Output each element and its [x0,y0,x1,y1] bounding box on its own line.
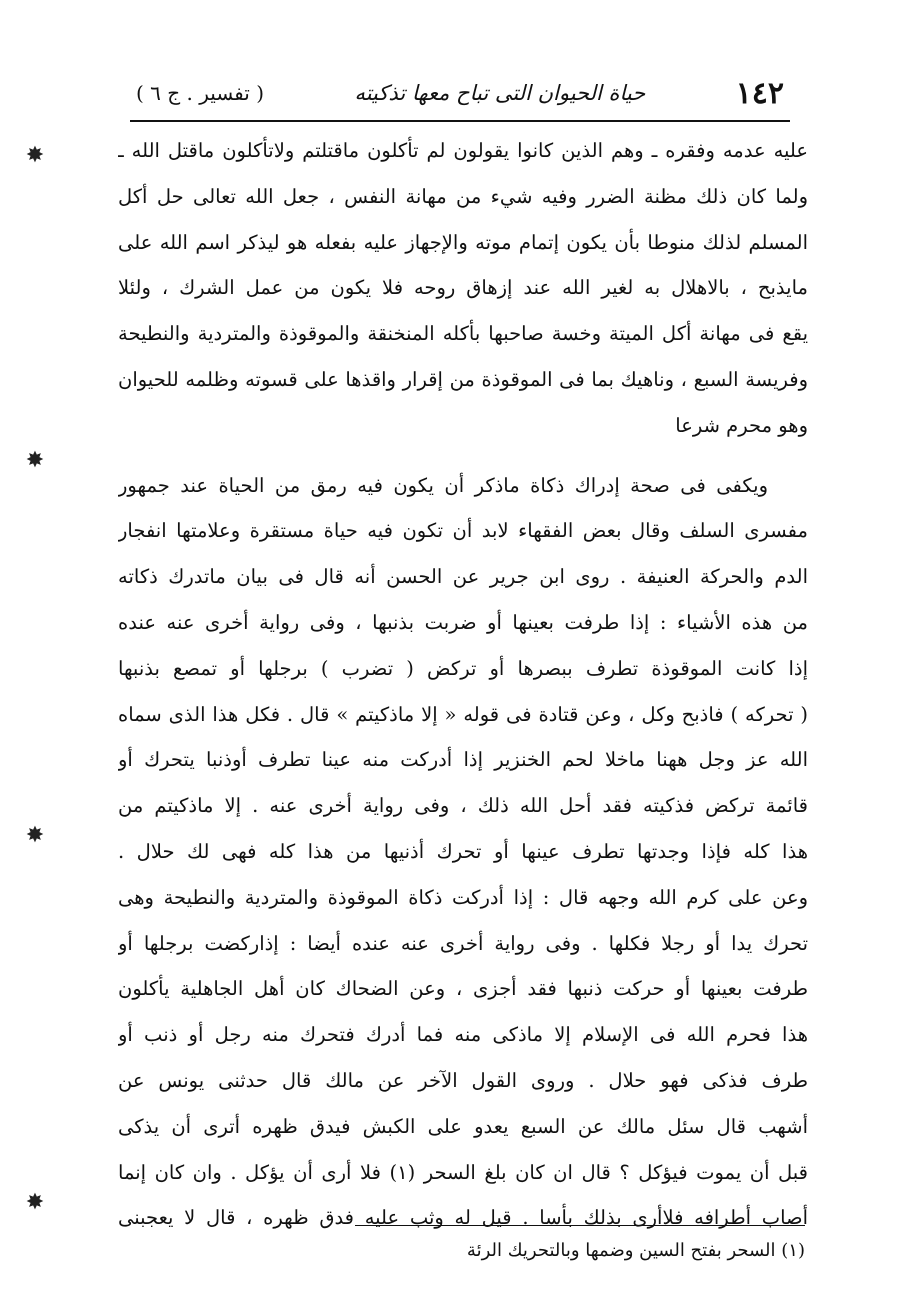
text-line: هذا فحرم الله فى الإسلام إلا ماذكى منه فما أدرك فتحرك منه رجل أو ذنب أو [118,1023,808,1047]
text-line: عليه عدمه وفقره ـ وهم الذين كانوا يقولون لم تأكلون ماقتلتم ولاتأكلون ماقتل الله ـ [118,139,808,162]
text-line: الدم والحركة العنيفة . روى ابن جرير عن الحسن أنه قال فى بيان ماتدرك ذكاته [118,565,808,589]
running-title: حياة الحيوان التى تباح معها تذكيته [354,81,646,105]
text-line: مفسرى السلف وقال بعض الفقهاء لابد أن تكون فيه حياة مستقرة وعلامتها انفجار [118,519,808,543]
text-line: أشهب قال سئل مالك عن السبع يعدو على الكبش فيدق ظهره أترى أن يذكى [118,1114,808,1138]
body-text [118,128,808,1241]
text-line: أصاب أطرافه فلاأرى بذلك بأسا . قيل له وثب عليه فدق ظهره ، قال لا يعجبنى [118,1206,808,1230]
text-line: قائمة تركض فذكيته فقد أحل الله ذلك ، وفى رواية أخرى عنه . إلا ماذكيتم من [118,794,808,818]
text-line: ولما كان ذلك مظنة الضرر وفيه شيء من مهانة النفس ، جعل الله تعالى حل أكل [118,184,808,208]
text-line: ( تحركه ) فاذبح وكل ، وعن قتادة فى قوله « إلا ماذكيتم » قال . فكل هذا الذى سماه [118,702,808,726]
star-mark-icon: ✸ [25,823,45,848]
footnote: (١) السحر بفتح السين وضمها وبالتحريك الرئة [466,1240,805,1261]
text-line: من هذه الأشياء : إذا طرفت بعينها أو ضربت بذنبها ، وفى رواية أخرى عنه عنده [118,610,808,634]
paragraph [118,128,808,449]
text-line: ويكفى فى صحة إدراك ذكاة ماذكر أن يكون فيه رمق من الحياة عند جمهور [118,473,768,497]
text-line: مايذبح ، بالاهلال به لغير الله عند إزهاق روحه فلا يكون من عمل الشرك ، ولئلا [118,276,808,300]
text-line: طرفت بعينها أو حركت ذنبها فقد أجزى ، وعن الضحاك كان أهل الجاهلية يأكلون [118,977,808,1001]
paragraph [118,463,808,1242]
footnote-divider [355,1225,805,1226]
text-line: إذا كانت الموقوذة تطرف ببصرها أو تركض ( تضرب ) برجلها أو تمصع بذنبها [118,656,808,680]
text-line: يقع فى مهانة أكل الميتة وخسة صاحبها بأكله المنخنقة والموقوذة والمتردية والنطيحة [118,322,808,346]
section-reference: ( تفسير . ج ٦ ) [136,81,265,105]
star-mark-icon: ✸ [25,448,45,473]
text-line: تحرك يدا أو رجلا فكلها . وفى رواية أخرى عنه عنده أيضا : إذاركضت برجلها أو [118,931,808,955]
page-number: ١٤٢ [735,75,784,111]
text-line: وهو محرم شرعا [675,413,808,437]
text-line: وعن على كرم الله وجهه قال : إذا أدركت ذكاة الموقوذة والمتردية والنطيحة وهى [118,885,808,909]
star-mark-icon: ✸ [25,1190,45,1215]
text-line: المسلم لذلك منوطا بأن يكون إتمام موته والإجهاز عليه بفعله هو ليذكر اسم الله على [118,230,808,254]
text-line: قبل أن يموت فيؤكل ؟ قال ان كان بلغ السحر (١) فلا أرى أن يؤكل . وان كان إنما [118,1160,808,1184]
text-line: وفريسة السبع ، وناهيك بما فى الموقوذة من إقرار واقذها على قسوته وظلمه للحيوان [118,367,808,391]
text-line: الله عز وجل ههنا ماخلا لحم الخنزير إذا أدركت منه عينا تطرف أوذنبا يتحرك أو [118,748,808,772]
text-line: هذا كله فإذا وجدتها تطرف عينها أو تحرك أذنيها من هذا كله فهى لك حلال . [118,839,808,863]
text-line: طرف فذكى فهو حلال . وروى القول الآخر عن مالك قال حدثنى يونس عن [118,1068,808,1092]
page-header [130,70,790,122]
star-mark-icon: ✸ [25,143,45,168]
